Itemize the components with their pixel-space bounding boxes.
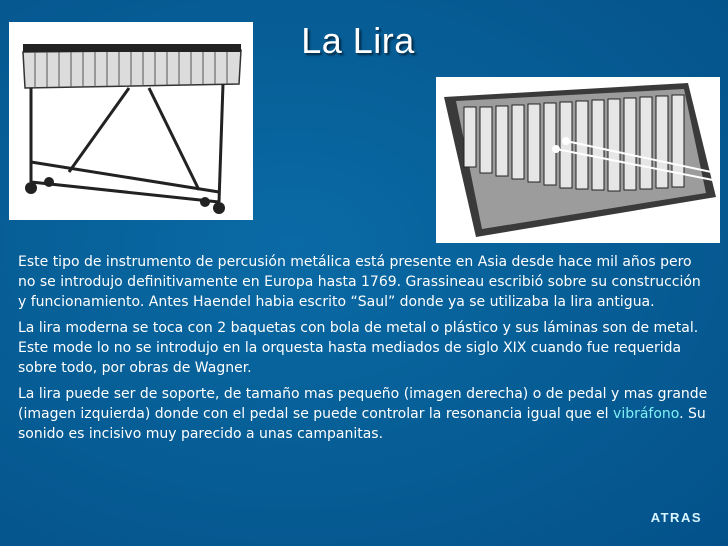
vibrafono-link[interactable]: vibráfono <box>613 406 680 422</box>
paragraph-3 <box>18 384 708 444</box>
paragraph-3-start: La lira puede ser de soporte, de tamaño mas pequeño (imagen derecha) o de pedal y mas grande (imagen izquierda) donde con el pedal se puede controlar la resonancia igual que el <box>18 386 708 422</box>
lira-de-soporte-image <box>436 77 720 243</box>
lira-de-pedal-image <box>9 22 253 220</box>
lira-case-illustration <box>436 77 720 243</box>
page-title: La Lira <box>301 20 415 61</box>
body-text <box>18 252 708 450</box>
back-link[interactable]: ATRAS <box>650 510 702 525</box>
paragraph-3-end: . Su sonido es incisivo muy parecido a unas campanitas. <box>18 406 706 442</box>
paragraph-1: Este tipo de instrumento de percusión metálica está presente en Asia desde hace mil años pero no se introdujo definitivamente en Europa hasta 1769. Grassineau escribió sobre su construcción y funcionamiento. Antes Haendel habia escrito “Saul” donde ya se utilizaba la lira antigua. <box>18 254 701 310</box>
paragraph-2: La lira moderna se toca con 2 baquetas con bola de metal o plástico y sus láminas son de metal. Este mode lo no se introdujo en la orquesta hasta mediados de siglo XIX cuando fue requerida sobre todo, por obras de Wagner. <box>18 320 699 376</box>
lira-stand-illustration <box>9 22 253 220</box>
